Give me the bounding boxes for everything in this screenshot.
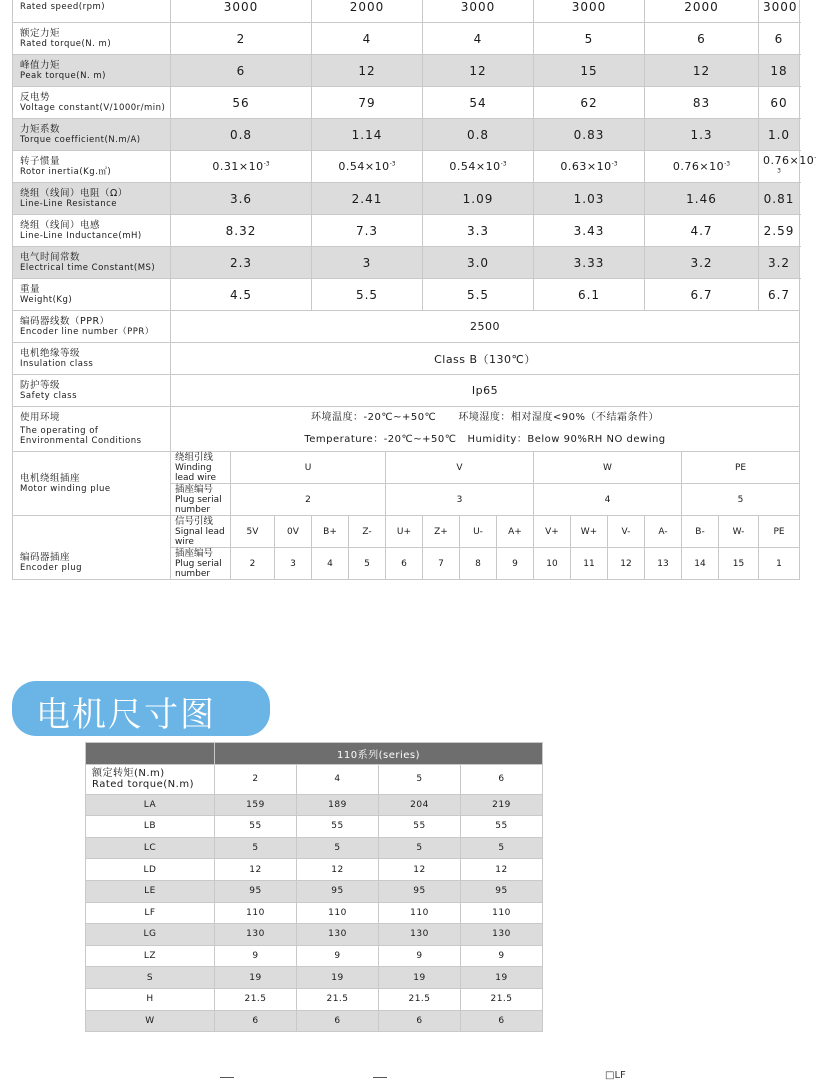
spec-label: 防护等级 Safety class bbox=[13, 375, 171, 407]
torque-label: 额定转矩(N.m) Rated torque(N.m) bbox=[86, 764, 215, 794]
dimensions-table bbox=[85, 742, 543, 1032]
spec-row-rotor-inertia bbox=[13, 151, 800, 183]
dims-cell: 189 bbox=[297, 794, 379, 816]
dims-cell: 110 bbox=[379, 902, 461, 924]
pin-cell: Z- bbox=[349, 516, 386, 548]
spec-value: 6 bbox=[759, 23, 800, 55]
dims-cell: 204 bbox=[379, 794, 461, 816]
pin-cell: 9 bbox=[497, 548, 534, 580]
dims-cell: 95 bbox=[461, 880, 543, 902]
spec-value: 4.7 bbox=[645, 215, 759, 247]
section-title-banner bbox=[12, 681, 270, 736]
spec-value: 5 bbox=[534, 23, 645, 55]
spec-value: 2.41 bbox=[312, 183, 423, 215]
spec-value: $0.31\times 10^{-3}$ bbox=[171, 151, 312, 183]
pin-cell: W- bbox=[719, 516, 759, 548]
spec-value: 12 bbox=[312, 55, 423, 87]
pin-cell: 8 bbox=[460, 548, 497, 580]
spec-value: 15 bbox=[534, 55, 645, 87]
torque-value: 5 bbox=[379, 764, 461, 794]
dims-row bbox=[86, 794, 543, 816]
spec-value: 2500 bbox=[171, 311, 800, 343]
spec-value: $0.63\times 10^{-3}$ bbox=[534, 151, 645, 183]
spec-label: 编码器线数（PPR） Encoder line number（PPR） bbox=[13, 311, 171, 343]
spec-label: 额定力矩 Rated torque(N. m) bbox=[13, 23, 171, 55]
spec-value: $0.54\times 10^{-3}$ bbox=[312, 151, 423, 183]
spec-value: 3.6 bbox=[171, 183, 312, 215]
sub-label: 插座编号 Plug serial number bbox=[171, 548, 231, 580]
spec-value: 6.7 bbox=[759, 279, 800, 311]
spec-row-motor-plug-wires bbox=[13, 452, 800, 484]
torque-value: 4 bbox=[297, 764, 379, 794]
spec-value: 0.76×10 $^3$ bbox=[759, 151, 800, 183]
pin-cell: PE bbox=[682, 452, 800, 484]
dims-cell: 12 bbox=[379, 859, 461, 881]
dims-cell: 130 bbox=[461, 924, 543, 946]
dims-cell: 21.5 bbox=[461, 988, 543, 1010]
dims-row bbox=[86, 859, 543, 881]
spec-value: $0.76\times 10^{-3}$ bbox=[645, 151, 759, 183]
pin-cell: A- bbox=[645, 516, 682, 548]
dims-cell: 5 bbox=[297, 837, 379, 859]
pin-cell: V bbox=[386, 452, 534, 484]
dims-header-row bbox=[86, 743, 543, 765]
spec-label: 电气时间常数 Electrical time Constant(MS) bbox=[13, 247, 171, 279]
dims-cell: 19 bbox=[461, 967, 543, 989]
spec-value: 2.59 bbox=[759, 215, 800, 247]
spec-value: 3 bbox=[312, 247, 423, 279]
spec-value: 6.7 bbox=[645, 279, 759, 311]
spec-value: 6.1 bbox=[534, 279, 645, 311]
spec-row-peak-torque bbox=[13, 55, 800, 87]
dims-corner bbox=[86, 743, 215, 765]
dims-row-label: LD bbox=[86, 859, 215, 881]
dims-cell: 55 bbox=[461, 816, 543, 838]
sub-label: 绕组引线 Winding lead wire bbox=[171, 452, 231, 484]
spec-value: 2000 bbox=[312, 0, 423, 23]
pin-cell: 4 bbox=[312, 548, 349, 580]
pin-cell: 11 bbox=[571, 548, 608, 580]
pin-cell: 1 bbox=[759, 548, 800, 580]
spec-value: 2 bbox=[171, 23, 312, 55]
spec-row-inductance bbox=[13, 215, 800, 247]
dims-cell: 95 bbox=[215, 880, 297, 902]
dims-torque-row bbox=[86, 764, 543, 794]
spec-label: 使用环境 The operating of Environmental Conditions bbox=[13, 407, 171, 452]
spec-label: 转子惯量 Rotor inertia(Kg.㎡) bbox=[13, 151, 171, 183]
spec-value: 2000 bbox=[645, 0, 759, 23]
spec-label: Rated speed(rpm) bbox=[13, 0, 171, 23]
dims-cell: 19 bbox=[379, 967, 461, 989]
dims-cell: 21.5 bbox=[297, 988, 379, 1010]
spec-value: 0.8 bbox=[171, 119, 312, 151]
spec-value: 3.43 bbox=[534, 215, 645, 247]
spec-value: 3.3 bbox=[423, 215, 534, 247]
pin-cell: U- bbox=[460, 516, 497, 548]
pin-cell: 5V bbox=[231, 516, 275, 548]
dims-cell: 12 bbox=[215, 859, 297, 881]
pin-cell: 0V bbox=[275, 516, 312, 548]
spec-label: 绕组（线间）电阻（Ω） Line-Line Resistance bbox=[13, 183, 171, 215]
spec-value: Ip65 bbox=[171, 375, 800, 407]
spec-value: 3000 bbox=[759, 0, 800, 23]
spec-row-torque-coefficient bbox=[13, 119, 800, 151]
spec-value: 5.5 bbox=[423, 279, 534, 311]
spec-row-rated-torque bbox=[13, 23, 800, 55]
spec-value: 6 bbox=[171, 55, 312, 87]
dims-cell: 5 bbox=[379, 837, 461, 859]
dims-cell: 55 bbox=[215, 816, 297, 838]
sub-label: 信号引线 Signal lead wire bbox=[171, 516, 231, 548]
pin-cell: 2 bbox=[231, 548, 275, 580]
spec-value: 3000 bbox=[171, 0, 312, 23]
spec-value: 1.03 bbox=[534, 183, 645, 215]
spec-value: 1.09 bbox=[423, 183, 534, 215]
spec-label: 电机绕组插座 Motor winding plue bbox=[13, 452, 171, 516]
dims-cell: 9 bbox=[215, 945, 297, 967]
spec-value: 1.3 bbox=[645, 119, 759, 151]
dims-row-label: LF bbox=[86, 902, 215, 924]
spec-table bbox=[12, 0, 815, 580]
dims-cell: 130 bbox=[379, 924, 461, 946]
dims-row-label: S bbox=[86, 967, 215, 989]
spec-value: Class B（130℃） bbox=[171, 343, 800, 375]
dims-cell: 110 bbox=[215, 902, 297, 924]
dims-cell: 219 bbox=[461, 794, 543, 816]
spec-label: 绕组（线间）电感 Line-Line Inductance(mH) bbox=[13, 215, 171, 247]
pin-cell: 12 bbox=[608, 548, 645, 580]
section-title: 电机尺寸图 bbox=[36, 695, 216, 735]
dims-row bbox=[86, 924, 543, 946]
pin-cell: 7 bbox=[423, 548, 460, 580]
pin-cell: 5 bbox=[349, 548, 386, 580]
dims-cell: 159 bbox=[215, 794, 297, 816]
dims-row bbox=[86, 988, 543, 1010]
spec-value: 79 bbox=[312, 87, 423, 119]
spec-value: 1.14 bbox=[312, 119, 423, 151]
drawing-tick bbox=[373, 1077, 387, 1078]
spec-value: 3.0 bbox=[423, 247, 534, 279]
spec-label: 重量 Weight(Kg) bbox=[13, 279, 171, 311]
spec-value: 3000 bbox=[423, 0, 534, 23]
dims-cell: 110 bbox=[297, 902, 379, 924]
pin-cell: V+ bbox=[534, 516, 571, 548]
pin-cell: 2 bbox=[231, 484, 386, 516]
drawing-label: □LF bbox=[605, 1070, 626, 1081]
spec-row-weight bbox=[13, 279, 800, 311]
spec-label: 力矩系数 Torque coefficient(N.m/A) bbox=[13, 119, 171, 151]
spec-value: 0.83 bbox=[534, 119, 645, 151]
spec-value: 5.5 bbox=[312, 279, 423, 311]
pin-cell: 14 bbox=[682, 548, 719, 580]
spec-value: 83 bbox=[645, 87, 759, 119]
dims-row-label: LG bbox=[86, 924, 215, 946]
spec-value: 8.32 bbox=[171, 215, 312, 247]
pin-cell: 10 bbox=[534, 548, 571, 580]
spec-value: 60 bbox=[759, 87, 800, 119]
spec-row-resistance bbox=[13, 183, 800, 215]
pin-cell: W+ bbox=[571, 516, 608, 548]
spec-value: 3.33 bbox=[534, 247, 645, 279]
dims-cell: 55 bbox=[379, 816, 461, 838]
pin-cell: U bbox=[231, 452, 386, 484]
spec-row-encoder-plug-signals bbox=[13, 516, 800, 548]
drawing-tick bbox=[220, 1077, 234, 1078]
dims-cell: 6 bbox=[215, 1010, 297, 1032]
spec-value: 1.46 bbox=[645, 183, 759, 215]
spec-value: 2.3 bbox=[171, 247, 312, 279]
dims-row-label: LA bbox=[86, 794, 215, 816]
spec-value: 3.2 bbox=[645, 247, 759, 279]
pin-cell: PE bbox=[759, 516, 800, 548]
spec-value: 54 bbox=[423, 87, 534, 119]
pin-cell: Z+ bbox=[423, 516, 460, 548]
spec-value: 1.0 bbox=[759, 119, 800, 151]
spec-row-speed bbox=[13, 0, 800, 23]
spec-value: 3000 bbox=[534, 0, 645, 23]
dims-cell: 12 bbox=[297, 859, 379, 881]
pin-cell: V- bbox=[608, 516, 645, 548]
spec-value: 0.81 bbox=[759, 183, 800, 215]
pin-cell: B+ bbox=[312, 516, 349, 548]
dims-row-label: W bbox=[86, 1010, 215, 1032]
dims-cell: 9 bbox=[297, 945, 379, 967]
pin-cell: 5 bbox=[682, 484, 800, 516]
dims-cell: 130 bbox=[297, 924, 379, 946]
spec-label: 电机绝缘等级 Insulation class bbox=[13, 343, 171, 375]
pin-cell: B- bbox=[682, 516, 719, 548]
dims-cell: 110 bbox=[461, 902, 543, 924]
spec-value: 0.8 bbox=[423, 119, 534, 151]
dims-row-label: LE bbox=[86, 880, 215, 902]
dims-cell: 5 bbox=[215, 837, 297, 859]
spec-label: 编码器插座 Encoder plug bbox=[13, 516, 171, 580]
dims-cell: 95 bbox=[379, 880, 461, 902]
spec-row-environment bbox=[13, 407, 800, 452]
dims-row bbox=[86, 945, 543, 967]
dims-cell: 21.5 bbox=[379, 988, 461, 1010]
pin-cell: 15 bbox=[719, 548, 759, 580]
torque-value: 6 bbox=[461, 764, 543, 794]
spec-row-insulation bbox=[13, 343, 800, 375]
dims-row-label: LC bbox=[86, 837, 215, 859]
dims-cell: 21.5 bbox=[215, 988, 297, 1010]
spec-value: 6 bbox=[645, 23, 759, 55]
spec-value: 18 bbox=[759, 55, 800, 87]
pin-cell: 6 bbox=[386, 548, 423, 580]
dims-cell: 19 bbox=[215, 967, 297, 989]
sub-label: 插座编号 Plug serial number bbox=[171, 484, 231, 516]
pin-cell: U+ bbox=[386, 516, 423, 548]
spec-value: 12 bbox=[423, 55, 534, 87]
dims-row bbox=[86, 1010, 543, 1032]
spec-value: 4 bbox=[423, 23, 534, 55]
dims-row bbox=[86, 816, 543, 838]
dims-cell: 12 bbox=[461, 859, 543, 881]
dims-row bbox=[86, 902, 543, 924]
torque-value: 2 bbox=[215, 764, 297, 794]
dims-row bbox=[86, 967, 543, 989]
spec-value: 环境温度：-20℃~+50℃ 环境湿度：相对湿度<90%（不结霜条件） Temperature：-20℃~+50℃ Humidity：Below 90%RH NO dewing bbox=[171, 407, 800, 452]
spec-value: 4 bbox=[312, 23, 423, 55]
spec-label: 峰值力矩 Peak torque(N. m) bbox=[13, 55, 171, 87]
spec-value: 62 bbox=[534, 87, 645, 119]
pin-cell: A+ bbox=[497, 516, 534, 548]
pin-cell: 3 bbox=[386, 484, 534, 516]
spec-row-voltage-constant bbox=[13, 87, 800, 119]
dims-cell: 19 bbox=[297, 967, 379, 989]
dims-cell: 55 bbox=[297, 816, 379, 838]
dims-row-label: LB bbox=[86, 816, 215, 838]
dims-cell: 6 bbox=[461, 1010, 543, 1032]
series-header: 110系列(series) bbox=[215, 743, 543, 765]
pin-cell: 3 bbox=[275, 548, 312, 580]
dims-cell: 130 bbox=[215, 924, 297, 946]
spec-row-safety bbox=[13, 375, 800, 407]
dims-cell: 6 bbox=[297, 1010, 379, 1032]
dims-row bbox=[86, 880, 543, 902]
dims-row bbox=[86, 837, 543, 859]
spec-row-time-constant bbox=[13, 247, 800, 279]
dims-cell: 9 bbox=[461, 945, 543, 967]
spec-label: 反电势 Voltage constant(V/1000r/min) bbox=[13, 87, 171, 119]
spec-row-encoder-lines bbox=[13, 311, 800, 343]
spec-value: 12 bbox=[645, 55, 759, 87]
spec-value: $0.54\times 10^{-3}$ bbox=[423, 151, 534, 183]
pin-cell: 4 bbox=[534, 484, 682, 516]
dims-cell: 9 bbox=[379, 945, 461, 967]
spec-value: 56 bbox=[171, 87, 312, 119]
pin-cell: 13 bbox=[645, 548, 682, 580]
spec-value: 3.2 bbox=[759, 247, 800, 279]
dims-row-label: H bbox=[86, 988, 215, 1010]
spec-value: 7.3 bbox=[312, 215, 423, 247]
dims-row-label: LZ bbox=[86, 945, 215, 967]
spec-value: 4.5 bbox=[171, 279, 312, 311]
pin-cell: W bbox=[534, 452, 682, 484]
dims-cell: 5 bbox=[461, 837, 543, 859]
dims-cell: 6 bbox=[379, 1010, 461, 1032]
dims-cell: 95 bbox=[297, 880, 379, 902]
